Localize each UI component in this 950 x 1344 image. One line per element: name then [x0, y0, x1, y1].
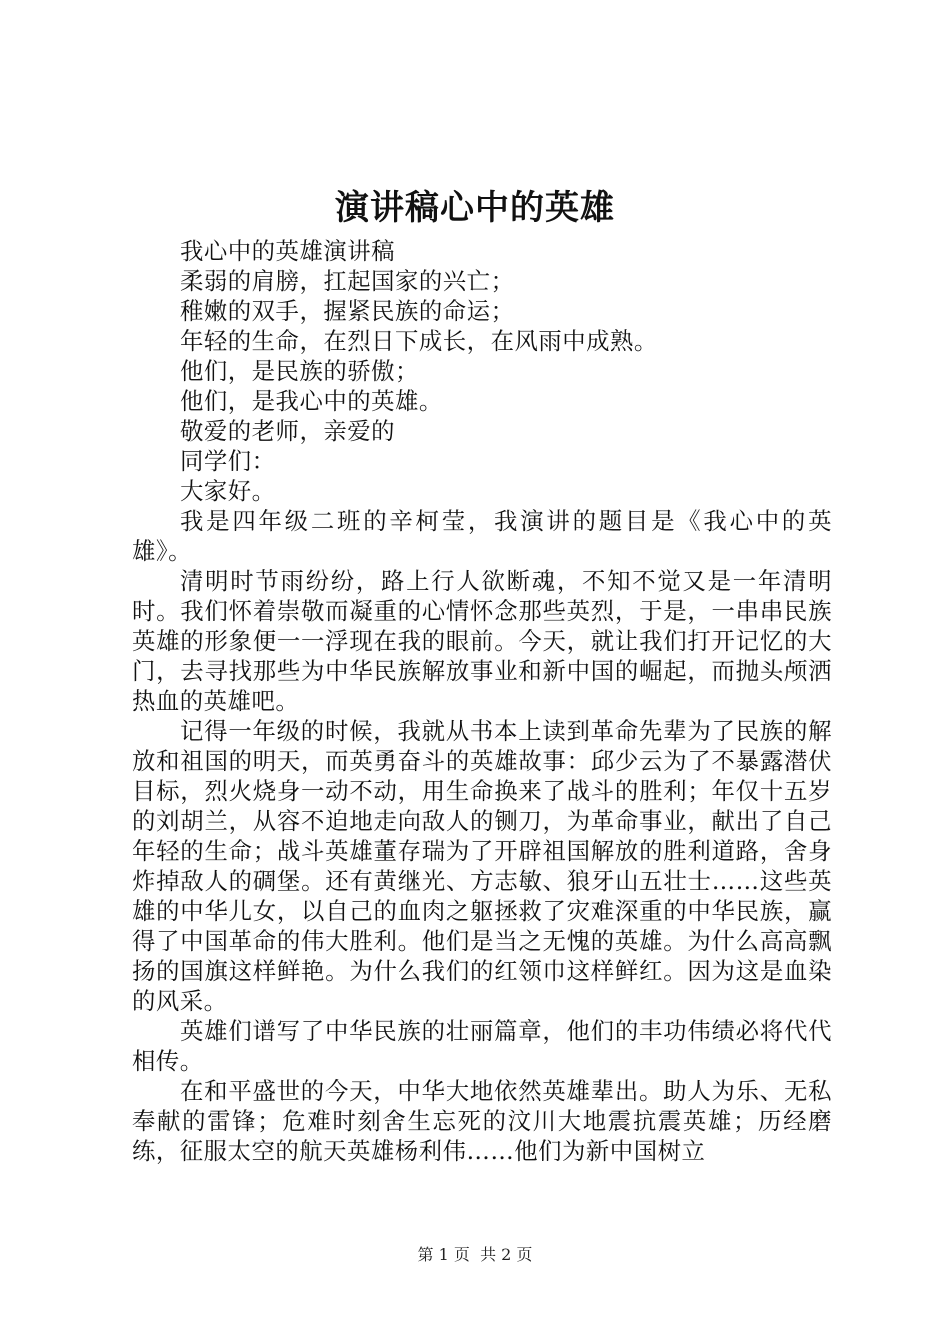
- paragraph: 英雄们谱写了中华民族的壮丽篇章，他们的丰功伟绩必将代代相传。: [132, 1017, 832, 1075]
- paragraph: 稚嫩的双手，握紧民族的命运；: [180, 297, 515, 325]
- paragraph: 我心中的英雄演讲稿: [180, 237, 396, 265]
- page-number-label: 第 1 页 共 2 页: [417, 1245, 533, 1264]
- paragraph: 记得一年级的时候，我就从书本上读到革命先辈为了民族的解放和祖国的明天，而英勇奋斗的英雄故事：邱少云为了不暴露潜伏目标，烈火烧身一动不动，用生命换来了战斗的胜利；年仅十五岁的刘胡兰，从容不迫地走向敌人的铡刀，为革命事业，献出了自己年轻的生命；战斗英雄董存瑞为了开辟祖国解放的胜利道路，舍身炸掉敌人的碉堡。还有黄继光、方志敏、狼牙山五壮士……这些英雄的中华儿女，以自己的血肉之躯拯救了灾难深重的中华民族，赢得了中国革命的伟大胜利。他们是当之无愧的英雄。为什么高高飘扬的国旗这样鲜艳。为什么我们的红领巾这样鲜红。因为这是血染的风采。: [132, 717, 832, 1015]
- page-footer: [0, 1243, 950, 1267]
- paragraph: 他们，是民族的骄傲；: [180, 357, 419, 385]
- document-title: 演讲稿心中的英雄: [335, 188, 615, 228]
- paragraph: 他们，是我心中的英雄。: [180, 387, 443, 415]
- paragraph: 大家好。: [180, 477, 276, 505]
- document-body: [132, 236, 832, 1166]
- paragraph: 在和平盛世的今天，中华大地依然英雄辈出。助人为乐、无私奉献的雷锋；危难时刻舍生忘死的汶川大地震抗震英雄；历经磨练，征服太空的航天英雄杨利伟……他们为新中国树立: [132, 1077, 832, 1165]
- paragraph: 我是四年级二班的辛柯莹，我演讲的题目是《我心中的英雄》。: [132, 507, 832, 565]
- paragraph: 清明时节雨纷纷，路上行人欲断魂，不知不觉又是一年清明时。我们怀着崇敬而凝重的心情怀念那些英烈，于是，一串串民族英雄的形象便一一浮现在我的眼前。今天，就让我们打开记忆的大门，去寻找那些为中华民族解放事业和新中国的崛起，而抛头颅洒热血的英雄吧。: [132, 567, 832, 715]
- paragraph: 柔弱的肩膀，扛起国家的兴亡；: [180, 267, 515, 295]
- paragraph: 年轻的生命，在烈日下成长，在风雨中成熟。: [180, 327, 658, 355]
- paragraph: 敬爱的老师，亲爱的: [180, 417, 396, 445]
- paragraph: 同学们：: [180, 447, 276, 475]
